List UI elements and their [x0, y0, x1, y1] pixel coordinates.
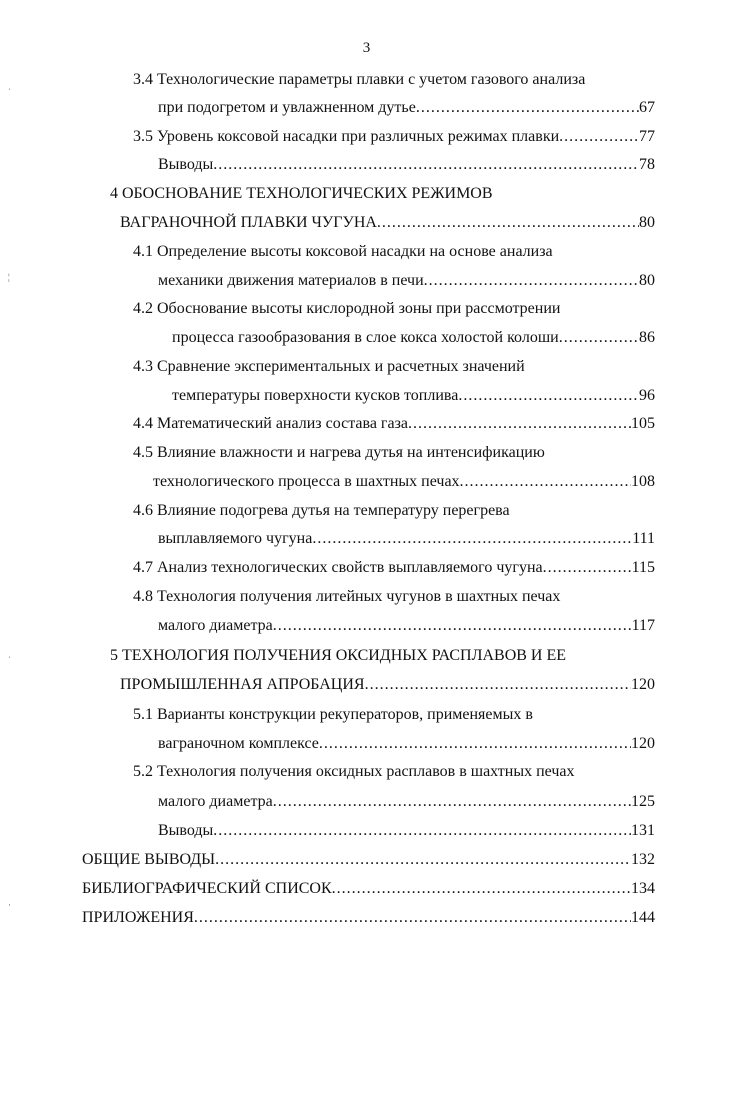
toc-entry-text: процесса газообразования в слое кокса холостой колоши	[172, 329, 559, 346]
toc-line	[133, 357, 525, 377]
toc-line	[133, 242, 553, 262]
toc-entry-text: выплавляемого чугуна	[158, 530, 313, 547]
toc-entry-text: 4.7 Анализ технологических свойств выплавляемого чугуна	[133, 559, 543, 576]
toc-entry-text: механики движения материалов в печи	[158, 272, 424, 289]
toc-entry-text: Выводы	[158, 822, 214, 839]
dot-leader	[273, 792, 631, 812]
toc-page-number: 131	[631, 822, 655, 839]
toc-entry-text: 4.4 Математический анализ состава газа	[133, 415, 409, 432]
toc-entry-text: малого диаметра	[158, 617, 273, 634]
dot-leader	[332, 879, 631, 899]
toc-line	[110, 646, 566, 666]
dot-leader	[460, 472, 631, 492]
toc-page-number: 80	[639, 214, 655, 231]
dot-leader	[194, 908, 631, 928]
toc-line	[133, 705, 533, 725]
dot-leader	[213, 155, 639, 175]
dot-leader	[458, 386, 639, 406]
dot-leader	[377, 213, 639, 233]
dot-leader	[416, 98, 639, 118]
toc-entry-text: 4.1 Определение высоты коксовой насадки на основе анализа	[133, 243, 553, 260]
toc-line	[172, 328, 655, 348]
toc-entry-text: малого диаметра	[158, 793, 273, 810]
toc-line	[172, 386, 655, 406]
toc-entry-text: технологического процесса в шахтных печах	[153, 473, 460, 490]
toc-line	[133, 127, 655, 147]
toc-line	[133, 70, 585, 90]
toc-line	[158, 792, 655, 812]
dot-leader	[273, 616, 632, 636]
toc-page-number: 115	[631, 559, 655, 576]
toc-line	[158, 616, 655, 636]
toc-line	[133, 501, 510, 521]
toc-entry-text: 4 ОБОСНОВАНИЕ ТЕХНОЛОГИЧЕСКИХ РЕЖИМОВ	[110, 185, 493, 202]
toc-page-number: 78	[639, 156, 655, 173]
toc-page-number: 86	[639, 329, 655, 346]
toc-entry-text: 3.4 Технологические параметры плавки с учетом газового анализа	[133, 71, 586, 88]
dot-leader	[543, 558, 632, 578]
toc-page-number: 144	[631, 909, 655, 926]
page-number: 3	[362, 40, 371, 56]
toc-page-number: 77	[639, 128, 655, 145]
toc-line	[120, 675, 655, 695]
toc-line	[133, 762, 574, 782]
toc-line	[158, 821, 655, 841]
toc-entry-text: Выводы	[158, 156, 214, 173]
toc-page-number: 132	[631, 851, 655, 868]
toc-line	[158, 529, 655, 549]
toc-page-number: 120	[631, 735, 655, 752]
dot-leader	[408, 414, 631, 434]
toc-entry-text: ваграночном комплексе	[158, 735, 319, 752]
toc-page-number: 67	[639, 99, 655, 116]
toc-entry-text: температуры поверхности кусков топлива	[172, 387, 459, 404]
toc-line	[133, 443, 545, 463]
dot-leader	[319, 734, 631, 754]
toc-entry-text: 4.3 Сравнение экспериментальных и расчетных значений	[133, 358, 525, 375]
toc-entry-text: 4.6 Влияние подогрева дутья на температуру перегрева	[133, 502, 510, 519]
toc-entry-text: ОБЩИЕ ВЫВОДЫ	[82, 851, 216, 868]
toc-line	[133, 558, 655, 578]
toc-page-number: 125	[631, 793, 655, 810]
dot-leader	[312, 529, 632, 549]
dot-leader	[215, 850, 631, 870]
toc-entry-text: 5 ТЕХНОЛОГИЯ ПОЛУЧЕНИЯ ОКСИДНЫХ РАСПЛАВОВ И ЕЕ	[110, 647, 567, 664]
scan-speck: ¦	[8, 272, 10, 282]
dot-leader	[559, 127, 639, 147]
scan-speck: ˌ	[8, 80, 11, 90]
dot-leader	[365, 675, 631, 695]
toc-entry-text: 4.5 Влияние влажности и нагрева дутья на интенсификацию	[133, 444, 545, 461]
toc-line	[158, 271, 655, 291]
dot-leader	[559, 328, 639, 348]
toc-line	[133, 414, 655, 434]
scan-speck: ·	[8, 900, 11, 910]
toc-page-number: 134	[631, 880, 655, 897]
toc-entry-text: 5.1 Варианты конструкции рекуператоров, применяемых в	[133, 706, 533, 723]
toc-line	[158, 98, 655, 118]
toc-line	[82, 879, 655, 899]
scan-speck: ˌ	[8, 648, 11, 658]
toc-entry-text: 4.8 Технология получения литейных чугунов в шахтных печах	[133, 588, 561, 605]
toc-page-number: 96	[639, 387, 655, 404]
toc-line	[133, 299, 560, 319]
toc-page-number: 80	[639, 272, 655, 289]
toc-line	[158, 155, 655, 175]
toc-page-number: 120	[631, 676, 655, 693]
toc-page-number: 108	[631, 473, 655, 490]
toc-entry-text: БИБЛИОГРАФИЧЕСКИЙ СПИСОК	[82, 880, 332, 897]
toc-page-number: 117	[631, 617, 655, 634]
toc-page-number: 111	[632, 530, 655, 547]
toc-line	[133, 587, 560, 607]
toc-line	[158, 734, 655, 754]
toc-line	[82, 908, 655, 928]
toc-line	[120, 213, 655, 233]
dot-leader	[424, 271, 639, 291]
dot-leader	[213, 821, 631, 841]
toc-line	[153, 472, 655, 492]
toc-entry-text: 3.5 Уровень коксовой насадки при различных режимах плавки	[133, 128, 560, 145]
toc-page-number: 105	[631, 415, 655, 432]
toc-entry-text: ПРИЛОЖЕНИЯ	[82, 909, 194, 926]
toc-line	[110, 184, 493, 204]
toc-entry-text: 5.2 Технология получения оксидных расплавов в шахтных печах	[133, 763, 575, 780]
toc-line	[82, 850, 655, 870]
toc-entry-text: ВАГРАНОЧНОЙ ПЛАВКИ ЧУГУНА	[120, 214, 377, 231]
toc-entry-text: при подогретом и увлажненном дутье	[158, 99, 416, 116]
toc-entry-text: ПРОМЫШЛЕННАЯ АПРОБАЦИЯ	[120, 676, 365, 693]
toc-entry-text: 4.2 Обоснование высоты кислородной зоны при рассмотрении	[133, 300, 561, 317]
